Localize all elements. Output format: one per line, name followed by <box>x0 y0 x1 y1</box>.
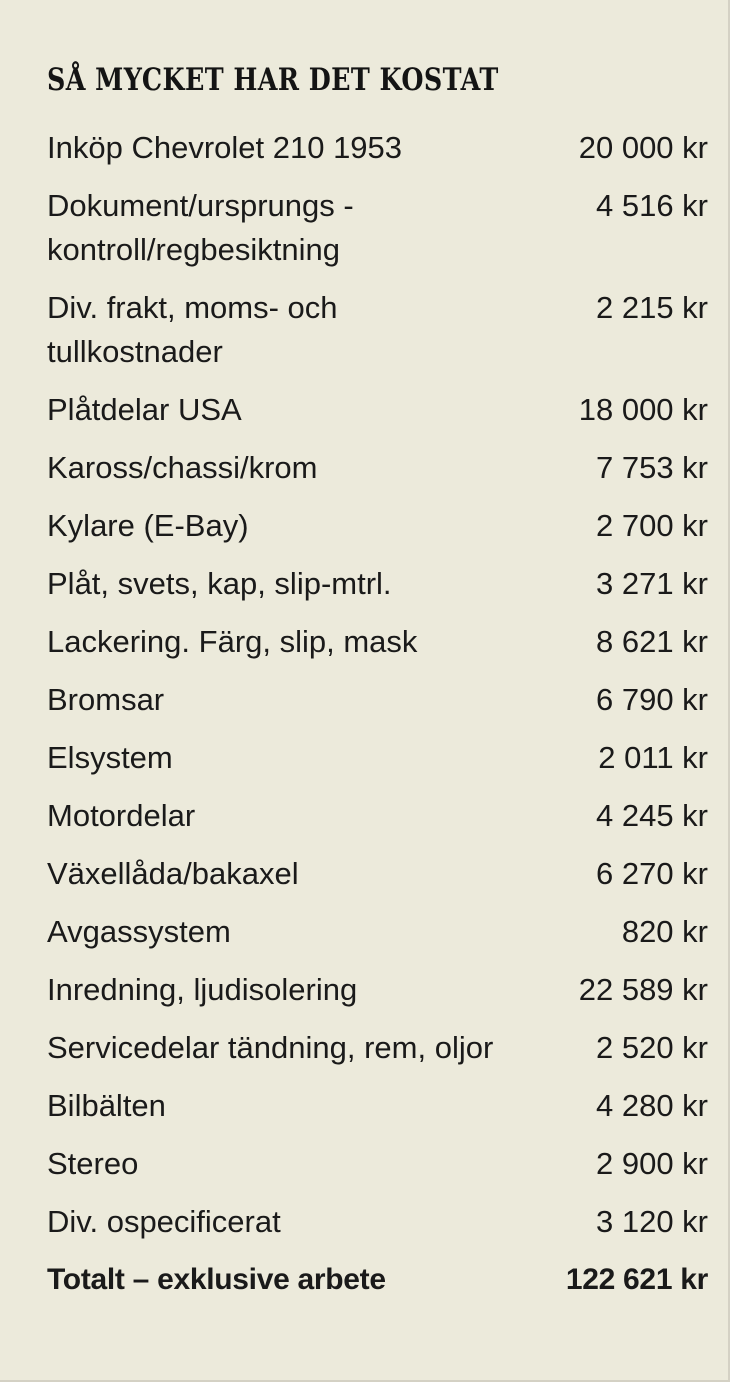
cost-row <box>47 184 708 272</box>
cost-label: Lackering. Färg, slip, mask <box>47 624 418 659</box>
cost-amount: 8 621 kr <box>595 624 708 659</box>
cost-row <box>47 852 708 896</box>
cost-amount: 2 215 kr <box>595 290 708 325</box>
total-label: Totalt – exklusive arbete <box>47 1263 386 1296</box>
cost-row <box>47 562 708 606</box>
cost-row <box>47 736 708 780</box>
cost-amount: 820 kr <box>621 914 708 949</box>
cost-rows <box>47 126 708 1316</box>
table-heading: SÅ MYCKET HAR DET KOSTAT <box>47 62 499 98</box>
cost-label: Kaross/chassi/krom <box>47 450 318 485</box>
cost-label: Bilbälten <box>47 1088 166 1123</box>
cost-row <box>47 678 708 722</box>
cost-label: Plåt, svets, kap, slip-mtrl. <box>47 566 392 601</box>
cost-label: Div. frakt, moms- och tullkostnader <box>47 290 338 369</box>
cost-label: Avgassystem <box>47 914 231 949</box>
cost-label: Div. ospecificerat <box>47 1204 281 1239</box>
cost-amount: 6 790 kr <box>595 682 708 717</box>
cost-row <box>47 126 708 170</box>
total-row <box>47 1258 708 1302</box>
cost-amount: 22 589 kr <box>578 972 708 1007</box>
cost-amount: 2 900 kr <box>595 1146 708 1181</box>
cost-row <box>47 504 708 548</box>
cost-label: Kylare (E-Bay) <box>47 508 249 543</box>
cost-label: Plåtdelar USA <box>47 392 242 427</box>
cost-amount: 2 700 kr <box>595 508 708 543</box>
cost-row <box>47 620 708 664</box>
cost-row <box>47 794 708 838</box>
cost-label: Elsystem <box>47 740 173 775</box>
cost-label: Växellåda/bakaxel <box>47 856 299 891</box>
cost-amount: 2 520 kr <box>595 1030 708 1065</box>
cost-amount: 3 120 kr <box>595 1204 708 1239</box>
cost-row <box>47 446 708 490</box>
cost-amount: 20 000 kr <box>578 130 708 165</box>
cost-amount: 6 270 kr <box>595 856 708 891</box>
cost-row <box>47 968 708 1012</box>
cost-amount: 4 280 kr <box>595 1088 708 1123</box>
cost-amount: 18 000 kr <box>578 392 708 427</box>
cost-label: Motordelar <box>47 798 196 833</box>
cost-amount: 3 271 kr <box>595 566 708 601</box>
cost-row <box>47 1142 708 1186</box>
cost-label: Servicedelar tändning, rem, oljor <box>47 1030 494 1065</box>
cost-row <box>47 1026 708 1070</box>
cost-label: Bromsar <box>47 682 165 717</box>
cost-label: Inköp Chevrolet 210 1953 <box>47 130 403 165</box>
cost-amount: 2 011 kr <box>598 740 708 775</box>
total-amount: 122 621 kr <box>565 1263 708 1296</box>
cost-label: Dokument/ursprungs -kontroll/regbesiktning <box>47 188 354 267</box>
cost-amount: 4 516 kr <box>595 188 708 223</box>
cost-row <box>47 910 708 954</box>
cost-label: Stereo <box>47 1146 139 1181</box>
cost-row <box>47 1200 708 1244</box>
cost-label: Inredning, ljudisolering <box>47 972 358 1007</box>
cost-amount: 4 245 kr <box>595 798 708 833</box>
cost-amount: 7 753 kr <box>595 450 708 485</box>
cost-row <box>47 388 708 432</box>
cost-row <box>47 1084 708 1128</box>
cost-row <box>47 286 708 374</box>
